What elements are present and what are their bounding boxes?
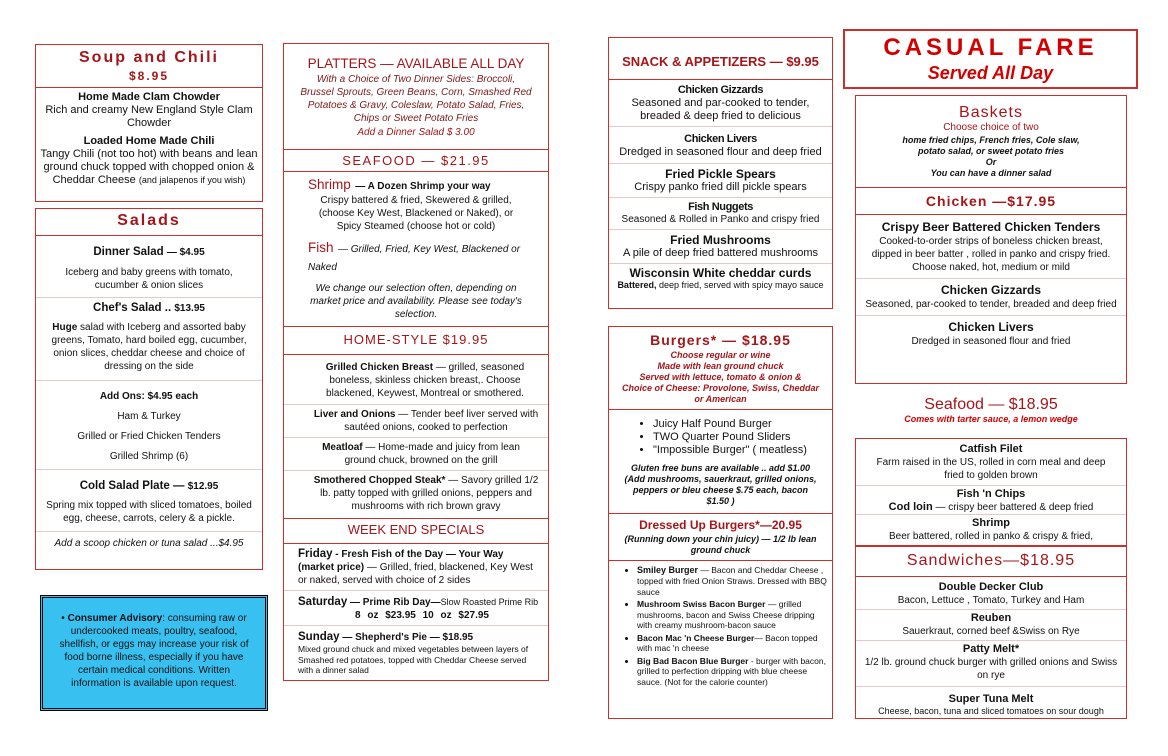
seafood2-section xyxy=(855,438,1127,546)
burgers-gluten: Gluten free buns are available .. add $1.00 (Add mushrooms, sauerkraut, grilled onions, peppers or bleu cheese $.75 each, bacon $1.50 ) xyxy=(624,463,817,506)
homestyle-item-name: Meatloaf xyxy=(322,442,363,453)
seafood2-item xyxy=(856,515,1126,545)
dressed-item xyxy=(637,656,832,688)
sandwich-item-name: Super Tuna Melt xyxy=(948,693,1034,705)
addon-item: Grilled Shrimp (6) xyxy=(109,451,189,462)
casual-fare-banner xyxy=(843,29,1138,89)
weekend-title: WEEK END SPECIALS xyxy=(347,522,485,537)
sandwich-item-desc: Cheese, bacon, tuna and sliced tomatoes on sour dough xyxy=(878,706,1104,716)
saturday-name: — Prime Rib Day— xyxy=(350,597,441,608)
friday-name: - Fresh Fish of the Day — Your Way (market price) xyxy=(298,549,504,573)
dressed-item-name: Big Bad Bacon Blue Burger xyxy=(637,655,749,666)
addon-item: Ham & Turkey xyxy=(117,411,181,422)
homestyle-item-desc: — Tender beef liver served with sautéed onions, cooked to perfection xyxy=(344,409,539,433)
chef-salad-price: $13.95 xyxy=(174,303,205,314)
cold-salad-desc: Spring mix topped with sliced tomatoes, boiled egg, cheese, carrots, celery & a pickle. xyxy=(46,500,252,524)
dressed-item-desc: - burger with bacon, grilled to perfection dripping with blue cheese sauce. (Not for the calorie counter) xyxy=(637,655,826,687)
seafood2-header xyxy=(855,396,1127,425)
soup-item xyxy=(36,134,262,188)
fish-desc: — Grilled, Fried, Key West, Blackened or Naked xyxy=(308,244,521,273)
homestyle-item xyxy=(284,438,548,470)
snack-item xyxy=(609,230,832,263)
dressed-item-name: Mushroom Swiss Bacon Burger xyxy=(637,599,766,609)
sandwich-item-name: Patty Melt* xyxy=(962,643,1020,655)
chef-salad-name: Chef's Salad .. xyxy=(93,302,172,314)
soup-item-name: Home Made Clam Chowder xyxy=(78,91,220,103)
snack-item-name: Chicken Livers xyxy=(684,133,757,145)
snacks-section xyxy=(608,37,833,309)
seafood-fish xyxy=(284,235,548,277)
homestyle-item-desc: — Savory grilled 1/2 lb. patty topped with grilled onions, peppers and mushrooms with rich brown gravy xyxy=(320,475,539,512)
burgers-title: Burgers* — $18.95 xyxy=(650,332,791,348)
snack-item-desc: Seasoned & Rolled in Panko and crispy fried xyxy=(621,214,820,225)
chicken-item-desc: Cooked-to-order strips of boneless chicken breast, dipped in beer batter , rolled in panko and crispy fried. Choose naked, hot, medium or mild xyxy=(871,236,1111,273)
soup-item-note: (and jalapenos if you wish) xyxy=(138,175,246,185)
baskets-or: Or xyxy=(985,157,997,167)
dressed-item xyxy=(637,565,832,597)
snack-item-desc: Crispy panko fried dill pickle spears xyxy=(634,181,807,193)
homestyle-item-name: Smothered Chopped Steak* xyxy=(313,475,446,486)
sunday-name: — Shepherd's Pie — $18.95 xyxy=(342,632,474,643)
shrimp-tag: — A Dozen Shrimp your way xyxy=(355,181,491,192)
dressed-item-name: Bacon Mac 'n Cheese Burger xyxy=(637,632,755,643)
addons-title: Add Ons: $4.95 each xyxy=(99,391,199,402)
chicken-item-desc: Seasoned, par-cooked to tender, breaded and deep fried xyxy=(865,299,1117,310)
sandwich-item-desc: 1/2 lb. ground chuck burger with grilled onions and Swiss on rye xyxy=(864,657,1118,681)
cold-salad xyxy=(36,480,262,493)
homestyle-item xyxy=(284,405,548,437)
snack-item xyxy=(609,164,832,197)
cold-salad-price: $12.95 xyxy=(187,481,219,492)
snack-item-name: Fried Pickle Spears xyxy=(665,167,776,181)
burgers-intro-line: Made with lean ground chuck xyxy=(657,361,784,371)
homestyle-title: HOME-STYLE $19.95 xyxy=(343,332,489,347)
sandwiches-section xyxy=(855,546,1127,719)
dressed-item-desc: — Bacon topped with mac 'n cheese xyxy=(637,632,818,653)
seafood2-item xyxy=(856,439,1126,485)
soup-price: $8.95 xyxy=(128,69,170,83)
dinner-salad-name: Dinner Salad xyxy=(93,246,164,258)
platters-title: PLATTERS — AVAILABLE ALL DAY xyxy=(307,56,525,71)
sandwich-item-desc: Sauerkraut, corned beef &Swiss on Rye xyxy=(902,626,1080,637)
baskets-salad: You can have a dinner salad xyxy=(930,168,1052,178)
dinner-salad-desc: Iceberg and baby greens with tomato, cucumber & onion slices xyxy=(65,267,233,291)
seafood2-item-desc: Beer battered, rolled in panko & crispy & fried, xyxy=(889,531,1093,542)
seafood2-item-desc: — crispy beer battered & deep fried xyxy=(935,502,1094,513)
seafood2-item-name: Cod loin xyxy=(888,501,933,513)
baskets-choose: Choose choice of two xyxy=(943,122,1039,133)
sunday-label: Sunday xyxy=(298,631,340,643)
snack-item-desc: Dredged in seasoned flour and deep fried xyxy=(619,146,822,158)
dressed-item-desc: — Bacon and Cheddar Cheese , topped with fried Onion Straws. Dressed with BBQ sauce xyxy=(637,565,827,597)
advisory-body: : consuming raw or undercooked meats, poultry, seafood, shellfish, or eggs may increase your risk of food borne illness, especially if you have certain medical conditions. Written information is available upon request. xyxy=(59,613,249,689)
soup-item-name: Loaded Home Made Chili xyxy=(83,135,215,147)
burger-list-item: • Juicy Half Pound Burger xyxy=(653,418,832,431)
soup-title: Soup and Chili xyxy=(79,49,219,66)
chicken-item-desc: Dredged in seasoned flour and fried xyxy=(911,336,1071,347)
weekend-saturday xyxy=(284,591,548,625)
friday-desc: — Grilled, fried, blackened, Key West or naked, served with choice of 2 sides xyxy=(298,562,533,586)
chicken-item-name: Chicken Gizzards xyxy=(940,283,1042,297)
chef-salad xyxy=(36,302,262,315)
salads-section xyxy=(35,208,263,570)
seafood2-sub: Comes with tarter sauce, a lemon wedge xyxy=(904,414,1078,424)
advisory-label: Consumer Advisory xyxy=(67,613,163,624)
dressed-title: Dressed Up Burgers*—20.95 xyxy=(639,518,802,532)
snack-item-desc: A pile of deep fried battered mushrooms xyxy=(622,247,819,259)
sandwich-item xyxy=(856,610,1126,640)
seafood2-item-name: Fish 'n Chips xyxy=(956,488,1026,500)
snack-item xyxy=(609,127,832,163)
saturday-desc: Slow Roasted Prime Rib xyxy=(440,597,539,607)
chicken-item-name: Chicken Livers xyxy=(948,320,1034,334)
dressed-item xyxy=(637,599,832,631)
chicken-title: Chicken —$17.95 xyxy=(925,193,1057,209)
addon-item: Grilled or Fried Chicken Tenders xyxy=(77,431,221,442)
advisory-box xyxy=(40,595,268,711)
friday-label: Friday xyxy=(298,548,333,560)
dressed-item-desc: — grilled mushrooms, bacon and Swiss Cheese dripping with creamy mushroom-bacon sauce xyxy=(637,599,815,630)
seafood-shrimp xyxy=(284,172,548,235)
burgers-intro-line: Choice of Cheese: Provolone, Swiss, Cheddar or American xyxy=(621,383,820,404)
dinner-salad xyxy=(36,246,262,259)
seafood2-item-desc: Farm raised in the US, rolled in corn meal and deep fried to golden brown xyxy=(876,457,1106,481)
curds-name: Wisconsin White cheddar curds xyxy=(629,266,812,280)
sandwich-item xyxy=(856,577,1126,609)
burger-list xyxy=(637,418,832,457)
snack-item-name: Fried Mushrooms xyxy=(670,233,771,247)
homestyle-item xyxy=(284,471,548,516)
shrimp-name: Shrimp xyxy=(308,177,351,192)
seafood2-item xyxy=(856,486,1126,514)
snack-item-name: Fish Nuggets xyxy=(688,201,753,213)
seafood-title: SEAFOOD — $21.95 xyxy=(342,153,490,168)
homestyle-item xyxy=(284,355,548,404)
baskets-title: Baskets xyxy=(959,104,1023,121)
snack-item xyxy=(609,198,832,229)
burgers-intro-line: Served with lettuce, tomato & onion & xyxy=(639,372,802,382)
soup-section xyxy=(35,44,263,202)
sandwich-item xyxy=(856,687,1126,719)
chef-desc-text: salad with Iceberg and assorted baby greens, Tomato, hard boiled egg, cucumber, onion slices, cheddar cheese and choice of dressing on the side xyxy=(51,322,247,372)
weekend-sunday xyxy=(284,626,548,679)
sandwich-item-desc: Bacon, Lettuce , Tomato, Turkey and Ham xyxy=(897,595,1085,606)
saturday-label: Saturday xyxy=(298,596,348,608)
salads-title: Salads xyxy=(117,212,181,229)
scoop-addon: Add a scoop chicken or tuna salad ...$4.95 xyxy=(54,538,244,549)
seafood-note: We change our selection often, depending on market price and availability. Please see today's selection. xyxy=(310,283,522,320)
snack-item-name: Chicken Gizzards xyxy=(677,84,764,96)
sandwich-item xyxy=(856,641,1126,686)
dressed-list xyxy=(621,565,832,687)
burgers-intro xyxy=(609,350,832,405)
snack-curds xyxy=(609,264,832,293)
weekend-friday xyxy=(284,544,548,590)
baskets-chicken-section xyxy=(855,95,1127,384)
casual-title: CASUAL FARE xyxy=(883,34,1098,61)
platters-section xyxy=(283,43,549,681)
burgers-intro-line: Choose regular or wine xyxy=(670,350,771,360)
chicken-item xyxy=(856,215,1126,278)
shrimp-desc: Crispy battered & fried, Skewered & grilled, (choose Key West, Blackened or Naked), or Spicy Steamed (choose hot or cold) xyxy=(318,195,514,232)
burgers-section xyxy=(608,326,833,719)
curds-desc: deep fried, served with spicy mayo sauce xyxy=(658,280,824,290)
casual-subtitle: Served All Day xyxy=(927,63,1054,83)
snack-item-desc: Seasoned and par-cooked to tender, breaded & deep fried to delicious xyxy=(631,97,810,122)
sandwiches-title: Sandwiches—$18.95 xyxy=(906,552,1076,569)
homestyle-item-name: Grilled Chicken Breast xyxy=(325,362,434,373)
soup-item xyxy=(36,90,262,131)
burger-list-item: • TWO Quarter Pound Sliders xyxy=(653,431,832,444)
snack-item xyxy=(609,80,832,126)
chicken-item xyxy=(856,279,1126,315)
chef-huge: Huge xyxy=(52,322,78,333)
soup-item-desc: Tangy Chili (not too hot) with beans and lean ground chuck topped with chopped onion & Cheddar Cheese xyxy=(40,148,258,186)
cold-salad-name: Cold Salad Plate — xyxy=(79,480,185,492)
platters-sides: With a Choice of Two Dinner Sides: Broccoli, Brussel Sprouts, Green Beans, Corn, Smashed Red Potatoes & Gravy, Coleslaw, Potato Salad, Fries, Chips or Sweet Potato Fries xyxy=(300,74,532,124)
dressed-sub: (Running down your chin juicy) — 1/2 lb lean ground chuck xyxy=(624,534,817,555)
seafood2-item-name: Shrimp xyxy=(972,517,1010,529)
homestyle-item-desc: — Home-made and juicy from lean ground chuck, browned on the grill xyxy=(344,442,520,466)
dressed-item xyxy=(637,633,832,654)
homestyle-item-name: Liver and Onions xyxy=(313,409,396,420)
platters-salad: Add a Dinner Salad $ 3.00 xyxy=(357,127,475,138)
saturday-prices: 8 oz $23.95 10 oz $27.95 xyxy=(355,610,489,621)
chef-salad-desc xyxy=(42,320,256,374)
snacks-title: SNACK & APPETIZERS — $9.95 xyxy=(622,54,819,69)
dressed-item-name: Smiley Burger xyxy=(637,565,699,575)
sunday-desc: Mixed ground chuck and mixed vegetables between layers of Smashed red potatoes, topped with Cheddar Cheese served with a dinner salad xyxy=(298,644,529,675)
sandwich-item-name: Reuben xyxy=(970,612,1012,624)
chicken-item-name: Crispy Beer Battered Chicken Tenders xyxy=(881,220,1101,234)
dinner-salad-price: — $4.95 xyxy=(166,247,205,258)
baskets-sides: home fried chips, French fries, Cole slaw, potato salad, or sweet potato fries xyxy=(902,135,1080,156)
curds-bold: Battered, xyxy=(617,280,657,290)
advisory-text: • Consumer Advisory: consuming raw or undercooked meats, poultry, seafood, shellfish, or eggs may increase your risk of food borne illness, especially if you have certain medical conditions. Written information is available upon request. xyxy=(59,613,249,689)
burger-list-item: • "Impossible Burger" ( meatless) xyxy=(653,444,832,457)
chicken-item xyxy=(856,316,1126,350)
seafood2-item-name: Catfish Filet xyxy=(959,443,1023,455)
seafood2-title: Seafood — $18.95 xyxy=(924,396,1058,413)
soup-item-desc: Rich and creamy New England Style Clam Chowder xyxy=(45,104,253,129)
sandwich-item-name: Double Decker Club xyxy=(938,581,1044,593)
fish-name: Fish xyxy=(308,240,334,255)
homestyle-item-desc: — grilled, seasoned boneless, skinless chicken breast,. Choose blackened, Keywest, Montreal or smothered. xyxy=(326,362,525,399)
